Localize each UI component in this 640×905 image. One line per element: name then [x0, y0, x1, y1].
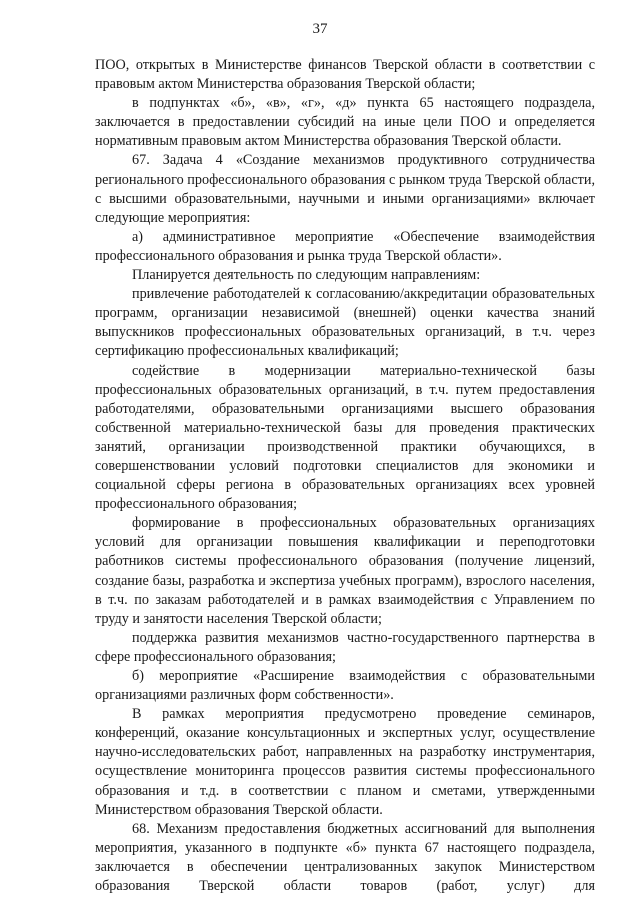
paragraph-subitems-mechanism: в подпунктах «б», «в», «г», «д» пункта 65 настоящего подраздела, заключается в предоставлении субсидий на иные цели ПОО и определяется нормативным правовым актом Министерства образования Тверской области. — [95, 95, 595, 150]
paragraph-measure-a: а) административное мероприятие «Обеспечение взаимодействия профессионального образования и рынка труда Тверской области». — [95, 228, 595, 264]
paragraph-direction-employers: привлечение работодателей к согласованию/аккредитации образовательных программ, организации независимой (внешней) оценки качества знаний выпускников профессиональных образовательных организаций, в т.ч. через сертификацию профессиональных квалификаций; — [95, 286, 595, 360]
paragraph-measure-b-details: В рамках мероприятия предусмотрено проведение семинаров, конференций, оказание консультационных и экспертных услуг, осуществление научно-исследовательских работ, направленных на разработку инструментария, осуществление мониторинга процессов развития системы профессионального образования и т.д. в соответствии с планом и сметами, утвержденными Министерством образования Тверской области. — [95, 706, 595, 818]
paragraph-direction-partnership: поддержка развития механизмов частно-государственного партнерства в сфере профессионального образования; — [95, 629, 595, 665]
paragraph-direction-qualification: формирование в профессиональных образовательных организациях условий для организации повышения квалификации и переподготовки работников системы профессионального образования (получение лицензий, создание базы, разработка и экспертиза учебных программ), взрослого населения, в т.ч. по заказам работодателей и в рамках взаимодействия с Управлением по труду и занятости населения Тверской области; — [95, 515, 595, 627]
paragraph-item-67: 67. Задача 4 «Создание механизмов продуктивного сотрудничества регионального профессионального образования с рынком труда Тверской области, с высшими образовательными, научными и иными организациями» включает следующие мероприятия: — [95, 152, 595, 226]
paragraph-item-68: 68. Механизм предоставления бюджетных ассигнований для выполнения мероприятия, указанного в подпункте «б» пункта 67 настоящего подраздела, заключается в обеспечении централизованных закупок Министерством образования Тверской области товаров (работ, услуг) для — [95, 820, 595, 895]
document-body — [95, 56, 595, 896]
paragraph-directions-intro: Планируется деятельность по следующим направлениям: — [132, 267, 481, 284]
paragraph-continuation: ПОО, открытых в Министерстве финансов Тверской области в соответствии с правовым актом Министерства образования Тверской области; — [95, 57, 595, 93]
paragraph-direction-modernization: содействие в модернизации материально-технической базы профессиональных образовательных организаций, в т.ч. путем предоставления работодателями, образовательными организациями высшего образования собственной материально-технической базы для проведения практических занятий, организации производственной практики обучающихся, в совершенствовании условий подготовки специалистов для экономики и социальной сферы региона в образовательных организациях всех уровней профессионального образования; — [95, 362, 595, 513]
page-number: 37 — [312, 21, 328, 37]
paragraph-measure-b: б) мероприятие «Расширение взаимодействия с образовательными организациями различных форм собственности». — [95, 668, 595, 704]
